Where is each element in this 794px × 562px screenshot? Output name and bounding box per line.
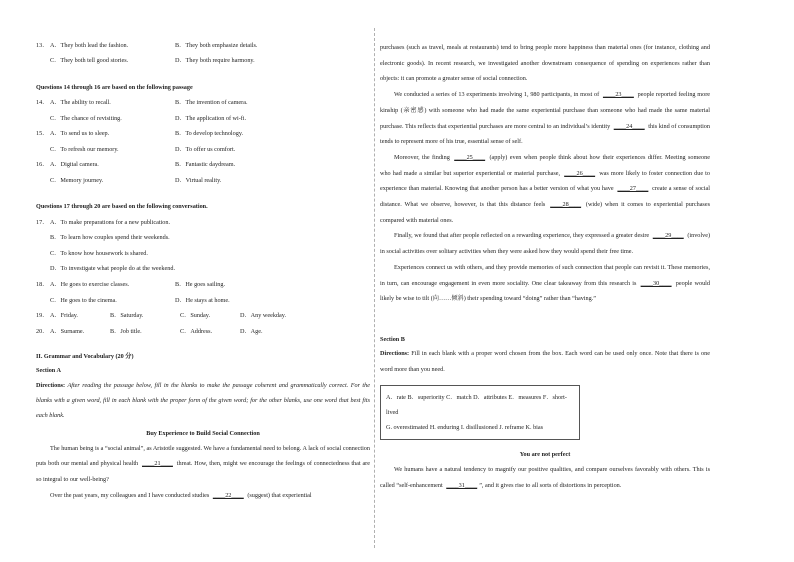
question-17-row-b bbox=[36, 230, 370, 246]
question-15-row2 bbox=[36, 142, 370, 158]
option-c: C．The chance of revisiting. bbox=[50, 114, 122, 122]
blank-21[interactable]: ____21____ bbox=[141, 460, 173, 468]
question-15-row1 bbox=[36, 126, 370, 142]
option-d: D．Virtual reality. bbox=[175, 176, 222, 184]
blank-25[interactable]: ____25____ bbox=[454, 153, 486, 161]
question-number: 14． bbox=[36, 98, 49, 106]
paragraph-7: We humans have a natural tendency to magnify our positive qualities, and compare ourselves favorably with others. This is called “self-enhancement ____31____ ”, and it gives rise to all sorts of distortions in perception. bbox=[380, 466, 710, 490]
question-13-row1 bbox=[36, 38, 370, 54]
blank-27[interactable]: ____27____ bbox=[617, 185, 649, 193]
word-box bbox=[380, 385, 580, 440]
question-number: 15． bbox=[36, 130, 49, 138]
passage-title-2: You are not perfect bbox=[519, 451, 571, 459]
option-d: D．To offer us comfort. bbox=[175, 145, 236, 153]
question-13-row2 bbox=[36, 54, 370, 70]
option-b: B．They both emphasize details. bbox=[175, 41, 258, 49]
paragraph-1: The human being is a “social animal”, as Aristotle suggested. We have a fundamental need to belong. A lack of social connection puts both our mental and physical health ____21____ threat. How, then, might we encourage the feelings of connectedness that are so integral to our well-being? bbox=[36, 444, 370, 483]
question-16-row2 bbox=[36, 173, 370, 189]
option-d: D．To investigate what people do at the weekend. bbox=[50, 265, 175, 273]
questions-17-20-heading: Questions 17 through 20 are based on the following conversation. bbox=[36, 203, 208, 211]
question-number: 18． bbox=[36, 280, 49, 288]
word-box-line-2: G. overestimated H. enduring I. disillusioned J. reframe K. bias bbox=[386, 424, 544, 432]
option-a: A．The ability to recall. bbox=[50, 98, 111, 106]
question-20-row bbox=[36, 324, 370, 340]
right-column bbox=[380, 38, 710, 494]
passage-title: Buy Experience to Build Social Connection bbox=[146, 429, 260, 437]
directions-text: After reading the passage below, fill in the blanks to make the passage coherent and grammatically correct. For the blanks with a given word, fill in each blank with the proper form of the given word; for the other blanks, use one word that best fits each blank. bbox=[36, 381, 370, 419]
blank-26[interactable]: ____26____ bbox=[564, 169, 596, 177]
paragraph-4: Moreover, the finding ____25____ (apply) even when people think about how their experiences differ. Meeting someone who had made a similar but superior experiential or material purchase, ____26____ was more likely to foster connection due to experience than material. Knowing that another person has a better version of what you have ____27____ create a sense of social distance. What we observe, however, is that this distance feels ____28____ (wide) when it comes to experiential purchases compared with material ones. bbox=[380, 153, 710, 224]
question-17-row-d bbox=[36, 262, 370, 278]
directions-text: Fill in each blank with a proper word chosen from the box. Each word can be used only once. Note that there is one word more than you need. bbox=[380, 349, 710, 373]
paragraph-6: Experiences connect us with others, and they provide memories of such connection that people can revisit it. These memories, in turn, can encourage engagement in even more sociality. One clear takeaway from this research is ____30____ people would likely be wise to tilt (向……倾斜) their spending toward “doing” rather than “having.” bbox=[380, 263, 710, 303]
paragraph-2-continued: purchases (such as travel, meals at restaurants) tend to bring people more happiness than material ones (for instance, clothing and electronic goods). In recent research, we investigated another downstream consequence of spending on experiences rather than objects: it can promote a greater sense of social connection. bbox=[380, 44, 710, 83]
question-18-row2 bbox=[36, 293, 370, 309]
blank-28[interactable]: ____28____ bbox=[550, 201, 582, 209]
option-b: B．To learn how couples spend their weekends. bbox=[50, 234, 170, 242]
paragraph-3: We conducted a series of 13 experiments involving 1, 980 participants, in most of ____23____ people reported feeling more kinship (亲密感) with someone who had made the same experiential purchase than someone who had made the same material purchase. This reflects that experiential purchases are more central to an individual’s identity ____24____ this kind of consumption tends to represent more of his true, essential sense of self. bbox=[380, 91, 710, 146]
question-17-row-c bbox=[36, 246, 370, 262]
question-number: 17． bbox=[36, 218, 49, 226]
question-14-row1 bbox=[36, 95, 370, 111]
option-c: C．They both tell good stories. bbox=[50, 57, 129, 65]
blank-22[interactable]: ____22____ bbox=[212, 491, 244, 499]
option-c: C．Address. bbox=[180, 327, 213, 335]
option-b: B．The invention of camera. bbox=[175, 98, 248, 106]
question-18-row1 bbox=[36, 277, 370, 293]
option-c: C．Memory journey. bbox=[50, 176, 104, 184]
question-16-row1 bbox=[36, 158, 370, 174]
option-b: B．He goes sailing. bbox=[175, 280, 226, 288]
option-d: D．He stays at home. bbox=[175, 296, 230, 304]
option-c: C．He goes to the cinema. bbox=[50, 296, 117, 304]
option-d: D．The application of wi-fi. bbox=[175, 114, 247, 122]
questions-14-16-heading: Questions 14 through 16 are based on the following passage bbox=[36, 83, 193, 91]
option-a: A．They both lead the fashion. bbox=[50, 41, 129, 49]
section-b-heading: Section B bbox=[380, 335, 405, 343]
left-column bbox=[36, 38, 370, 503]
question-19-row bbox=[36, 308, 370, 324]
option-a: A．To make preparations for a new publication. bbox=[50, 218, 171, 226]
option-b: B．Job title. bbox=[110, 327, 142, 335]
directions-label: Directions: bbox=[380, 349, 410, 357]
section-a-heading: Section A bbox=[36, 366, 61, 374]
section-heading: II. Grammar and Vocabulary (20 分) bbox=[36, 352, 134, 360]
paragraph-5: Finally, we found that after people reflected on a rewarding experience, they expressed a greater desire ____29____ (involve) in social activities over solitary activities when they were asked how they would spend their free time. bbox=[380, 232, 710, 256]
column-divider bbox=[374, 28, 375, 548]
blank-24[interactable]: ____24____ bbox=[613, 122, 645, 130]
question-17-row-a bbox=[36, 215, 370, 231]
directions bbox=[36, 378, 370, 423]
question-number: 19． bbox=[36, 312, 49, 320]
word-box-line-1: A．rate B．superiority C．match D．attributes E．measures F．short-lived bbox=[386, 394, 567, 417]
paragraph-2: Over the past years, my colleagues and I have conducted studies ____22____ (suggest) that experiential bbox=[50, 491, 312, 499]
directions-label: Directions: bbox=[36, 381, 66, 389]
blank-23[interactable]: ____23____ bbox=[602, 91, 634, 99]
option-b: B．Saturday. bbox=[110, 312, 144, 320]
option-c: C．To refresh our memory. bbox=[50, 145, 119, 153]
option-b: B．Fantastic daydream. bbox=[175, 161, 236, 169]
blank-30[interactable]: ____30____ bbox=[640, 279, 672, 287]
question-number: 20． bbox=[36, 327, 49, 335]
question-number: 13． bbox=[36, 41, 49, 49]
option-d: D．They both require harmony. bbox=[175, 57, 255, 65]
option-b: B．To develop technology. bbox=[175, 130, 244, 138]
blank-29[interactable]: ____29____ bbox=[652, 232, 684, 240]
option-c: C．To know how housework is shared. bbox=[50, 249, 148, 257]
option-a: A．He goes to exercise classes. bbox=[50, 280, 130, 288]
section-b-directions bbox=[380, 346, 710, 377]
question-14-row2 bbox=[36, 111, 370, 127]
option-a: A．Surname. bbox=[50, 327, 85, 335]
option-c: C．Sunday. bbox=[180, 312, 211, 320]
option-a: A．Digital camera. bbox=[50, 161, 99, 169]
blank-31[interactable]: ____31____ bbox=[446, 482, 478, 490]
question-number: 16． bbox=[36, 161, 49, 169]
option-a: A．Friday. bbox=[50, 312, 78, 320]
option-a: A．To send us to sleep. bbox=[50, 130, 110, 138]
option-d: D．Age. bbox=[240, 327, 263, 335]
option-d: D．Any weekday. bbox=[240, 312, 286, 320]
